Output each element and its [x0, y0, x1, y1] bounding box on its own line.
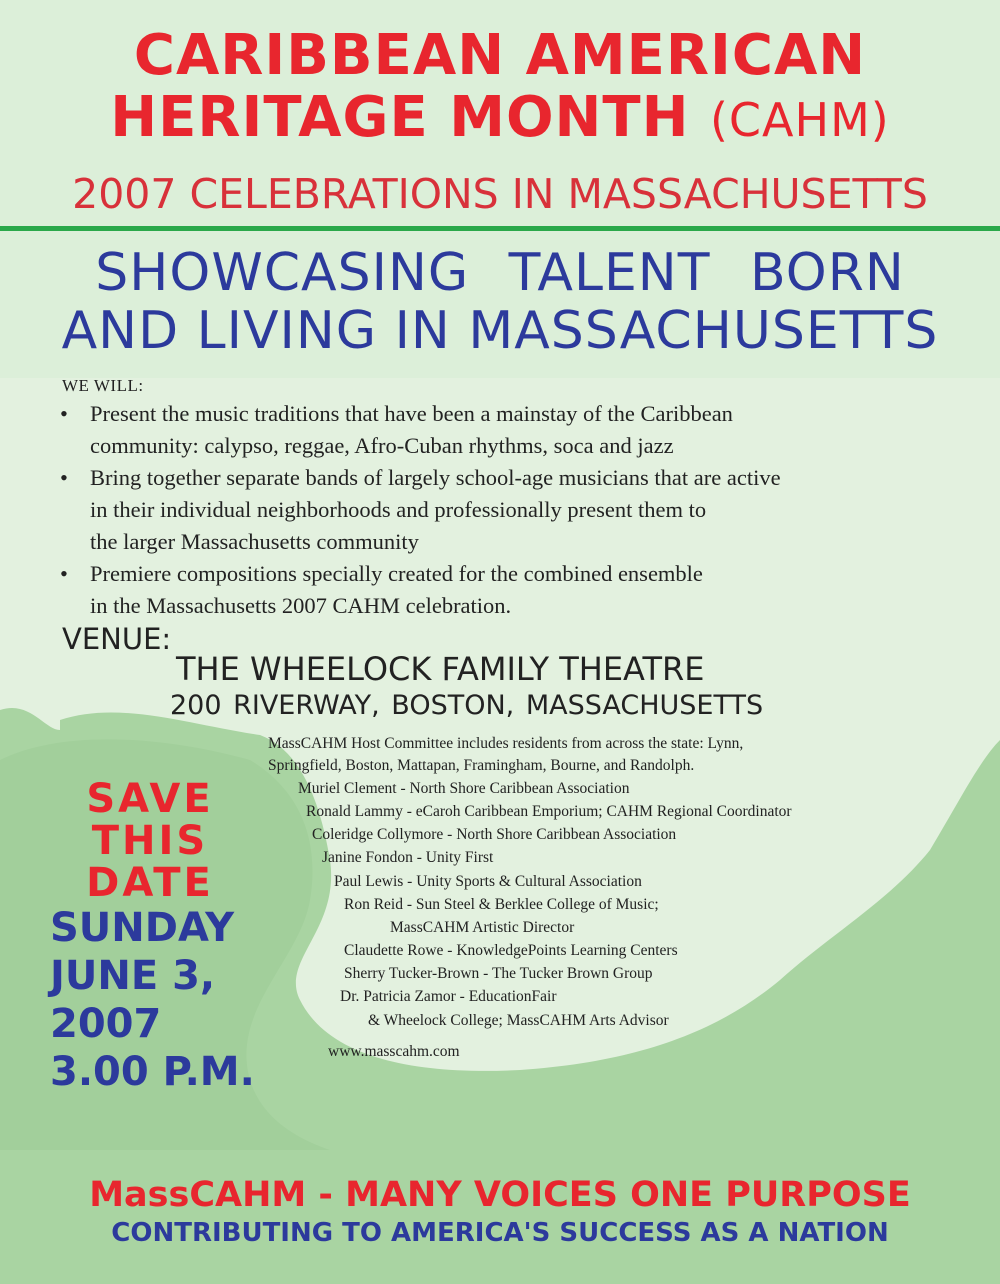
committee-member: Ronald Lammy - eCaroh Caribbean Emporium; CAHM Regional Coordinator — [306, 803, 792, 820]
committee-member-role: & Wheelock College; MassCAHM Arts Advisor — [368, 1012, 669, 1029]
goal-item — [60, 398, 980, 462]
venue-label: VENUE: — [62, 622, 172, 656]
goal-line: Premiere compositions specially created for the combined ensemble — [90, 561, 703, 586]
save-this-date-line: SAVE — [86, 776, 214, 822]
bullet-icon: • — [60, 401, 68, 426]
committee-intro-line: MassCAHM Host Committee includes residents from across the state: Lynn, — [268, 735, 744, 752]
title-abbreviation: (CAHM) — [709, 93, 890, 147]
title-line-2 — [0, 85, 1000, 150]
goal-line: in the Massachusetts 2007 CAHM celebration. — [90, 593, 512, 618]
goal-line: Bring together separate bands of largely school-age musicians that are active — [90, 465, 781, 490]
showcase-line-2: AND LIVING IN MASSACHUSETTS — [61, 301, 939, 361]
venue-name: THE WHEELOCK FAMILY THEATRE — [176, 650, 705, 688]
goal-line: in their individual neighborhoods and professionally present them to — [90, 497, 707, 522]
goal-line: Present the music traditions that have been a mainstay of the Caribbean — [90, 401, 733, 426]
committee-intro-line: Springfield, Boston, Mattapan, Framingham, Bourne, and Randolph. — [268, 757, 695, 774]
committee-member: Dr. Patricia Zamor - EducationFair — [340, 988, 557, 1005]
committee-member: Claudette Rowe - KnowledgePoints Learning Centers — [344, 942, 678, 959]
event-year: 2007 — [50, 1001, 162, 1047]
venue-address: 200 RIVERWAY, BOSTON, MASSACHUSETTS — [170, 690, 764, 721]
save-this-date-line: DATE — [86, 860, 214, 906]
committee-member: Coleridge Collymore - North Shore Caribbean Association — [312, 826, 677, 843]
save-this-date-line: THIS — [91, 818, 209, 864]
title-line-1: CARIBBEAN AMERICAN — [133, 23, 867, 88]
committee-member: Ron Reid - Sun Steel & Berklee College of Music; — [344, 896, 659, 913]
committee-member: Paul Lewis - Unity Sports & Cultural Association — [334, 873, 642, 890]
bullet-icon: • — [60, 561, 68, 586]
we-will-label: WE WILL: — [62, 376, 144, 395]
goal-item — [60, 462, 980, 558]
goals-list — [60, 398, 980, 622]
website-link[interactable]: www.masscahm.com — [328, 1043, 460, 1060]
bullet-icon: • — [60, 465, 68, 490]
committee-member: Janine Fondon - Unity First — [322, 849, 494, 866]
goal-item — [60, 558, 980, 622]
goal-line: the larger Massachusetts community — [90, 529, 419, 554]
green-divider — [0, 226, 1000, 231]
committee-member-role: MassCAHM Artistic Director — [390, 919, 575, 936]
event-date: JUNE 3, — [50, 953, 216, 999]
showcase-line-1: SHOWCASING TALENT BORN — [95, 243, 905, 303]
goal-line: community: calypso, reggae, Afro-Cuban rhythms, soca and jazz — [90, 433, 674, 458]
committee-member: Muriel Clement - North Shore Caribbean Association — [298, 780, 630, 797]
subtitle: 2007 CELEBRATIONS IN MASSACHUSETTS — [72, 170, 928, 218]
event-day: SUNDAY — [50, 905, 235, 951]
committee-member: Sherry Tucker-Brown - The Tucker Brown Group — [344, 965, 653, 982]
footer-slogan: CONTRIBUTING TO AMERICA'S SUCCESS AS A NATION — [111, 1218, 889, 1248]
event-time: 3.00 P.M. — [50, 1049, 255, 1095]
footer-tagline: MassCAHM - MANY VOICES ONE PURPOSE — [89, 1175, 911, 1215]
title-heritage-month: HERITAGE MONTH — [110, 85, 690, 150]
